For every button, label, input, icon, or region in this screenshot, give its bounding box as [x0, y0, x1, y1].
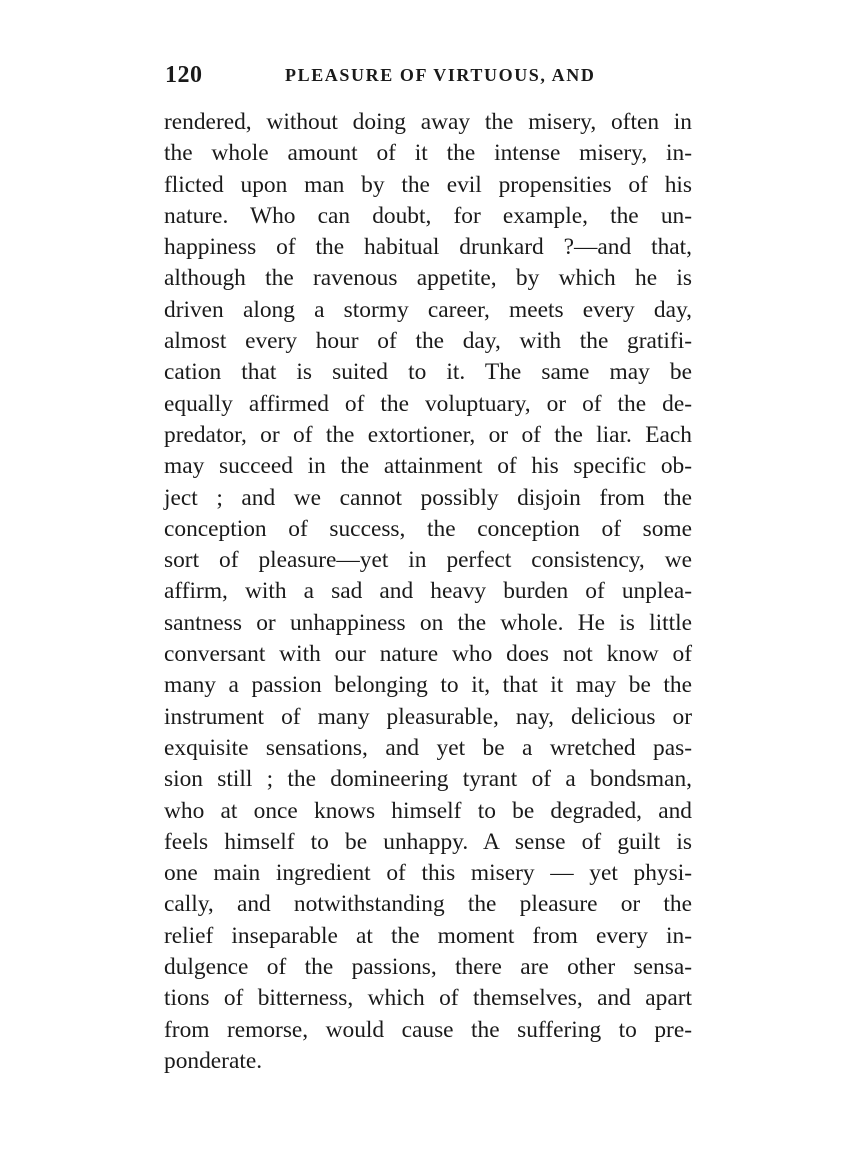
text-line: dulgence of the passions, there are other sensa-	[164, 954, 692, 981]
text-line: sion still ; the domineering tyrant of a bondsman,	[164, 766, 692, 793]
running-head	[165, 62, 695, 92]
text-line: one main ingredient of this misery — yet physi-	[164, 860, 692, 887]
text-line: who at once knows himself to be degraded, and	[164, 797, 692, 824]
text-line: many a passion belonging to it, that it may be the	[164, 672, 692, 699]
running-title: PLEASURE OF VIRTUOUS, AND	[285, 65, 596, 85]
text-line: santness or unhappiness on the whole. He is little	[164, 609, 692, 636]
text-line: happiness of the habitual drunkard ?—and that,	[164, 234, 692, 261]
text-line: flicted upon man by the evil propensities of his	[164, 171, 692, 198]
text-line: equally affirmed of the voluptuary, or of the de-	[164, 390, 692, 417]
text-line: nature. Who can doubt, for example, the un-	[164, 202, 692, 229]
text-line: feels himself to be unhappy. A sense of guilt is	[164, 828, 692, 855]
text-line: the whole amount of it the intense misery, in-	[164, 140, 692, 167]
text-line: may succeed in the attainment of his specific ob-	[164, 453, 692, 480]
text-line: cally, and notwithstanding the pleasure or the	[164, 891, 692, 918]
text-line: rendered, without doing away the misery, often in	[164, 109, 692, 135]
body-text	[164, 107, 692, 1077]
text-line: instrument of many pleasurable, nay, delicious or	[164, 703, 692, 730]
text-line: ject ; and we cannot possibly disjoin from the	[164, 484, 692, 511]
text-line: ponderate.	[164, 1047, 263, 1074]
text-line: tions of bitterness, which of themselves, and apart	[164, 985, 692, 1012]
text-line: affirm, with a sad and heavy burden of unplea-	[164, 578, 692, 605]
text-line: exquisite sensations, and yet be a wretched pas-	[164, 734, 692, 761]
text-line: cation that is suited to it. The same may be	[164, 359, 692, 386]
text-line: driven along a stormy career, meets every day,	[164, 296, 692, 323]
text-line: from remorse, would cause the suffering to pre-	[164, 1016, 692, 1043]
text-line: although the ravenous appetite, by which he is	[164, 265, 692, 292]
text-line: sort of pleasure—yet in perfect consistency, we	[164, 547, 692, 574]
text-line: conception of success, the conception of some	[164, 515, 692, 542]
text-line: predator, or of the extortioner, or of the liar. Each	[164, 421, 692, 448]
text-line: almost every hour of the day, with the gratifi-	[164, 328, 692, 355]
text-line: relief inseparable at the moment from every in-	[164, 922, 692, 949]
page-number: 120	[165, 62, 203, 88]
text-line: conversant with our nature who does not know of	[164, 641, 692, 668]
